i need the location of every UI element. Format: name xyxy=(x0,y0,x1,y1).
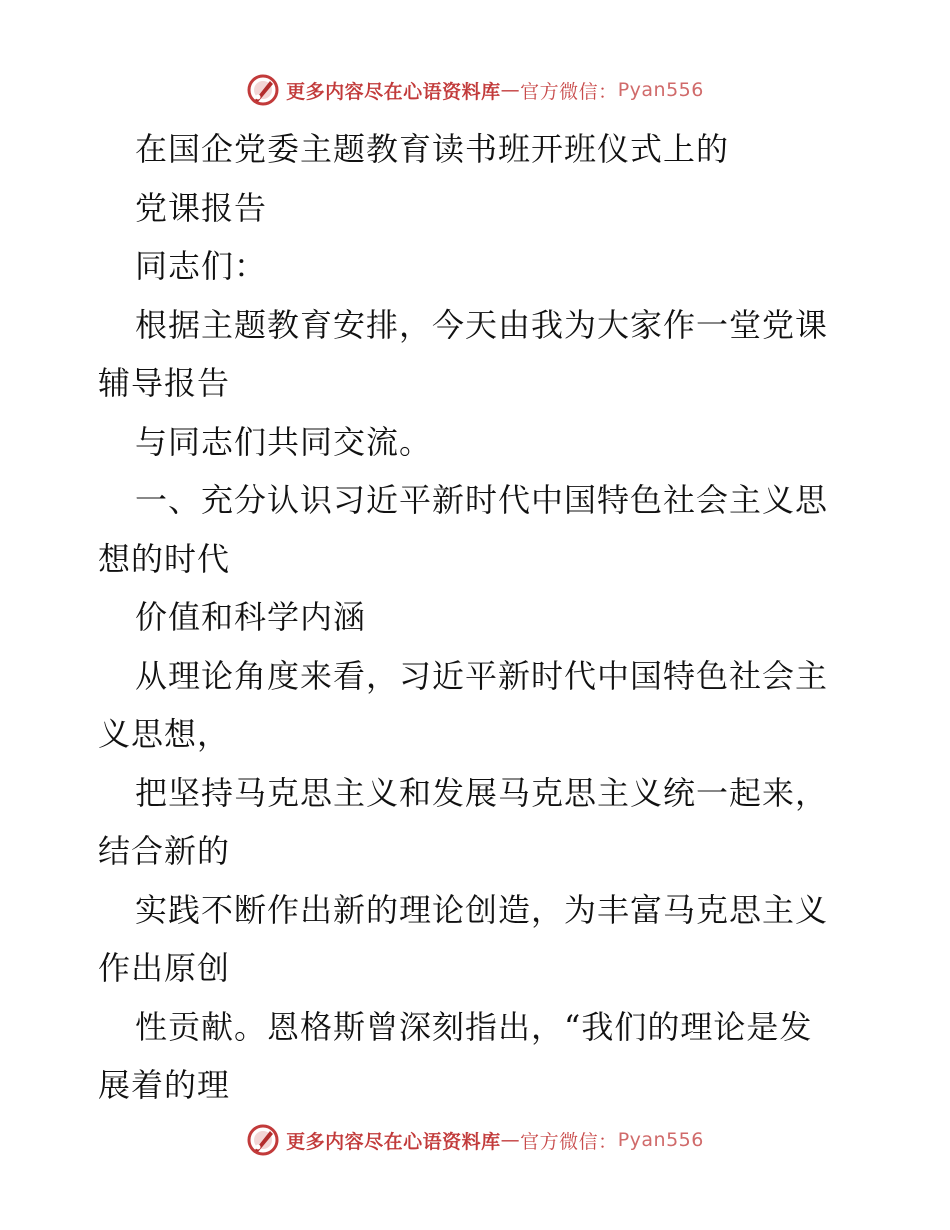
document-body xyxy=(98,120,858,1115)
section-heading-line: 价值和科学内涵 xyxy=(135,598,367,636)
salutation: 同志们： xyxy=(135,247,268,285)
paragraph-line: 作出原创 xyxy=(98,949,231,987)
paragraph-line: 与同志们共同交流。 xyxy=(135,422,433,461)
pen-nib-circle-icon xyxy=(246,1123,280,1157)
banner-official-label: 官方微信： xyxy=(520,1130,618,1153)
footer-watermark-banner xyxy=(0,1120,950,1160)
paragraph-line: 把坚持马克思主义和发展马克思主义统一起来， xyxy=(135,773,829,812)
paragraph-line: 义思想， xyxy=(98,715,231,753)
paragraph-line: 从理论角度来看，习近平新时代中国特色社会主 xyxy=(135,656,829,695)
paragraph-line: 实践不断作出新的理论创造，为丰富马克思主义 xyxy=(135,890,829,929)
header-watermark-banner xyxy=(0,70,950,110)
section-heading-line: 一、充分认识习近平新时代中国特色社会主义思 xyxy=(135,481,829,519)
banner-brand-text: 更多内容尽在心语资料库 xyxy=(286,80,501,103)
paragraph-line: 根据主题教育安排，今天由我为大家作一堂党课 xyxy=(135,305,829,344)
title-line-2: 党课报告 xyxy=(135,188,268,227)
paragraph-line: 结合新的 xyxy=(98,832,231,870)
paragraph-line: 性贡献。恩格斯曾深刻指出，“我们的理论是发 xyxy=(135,1007,813,1046)
pen-nib-circle-icon xyxy=(246,73,280,107)
banner-wechat-id: Pyan556 xyxy=(617,1129,704,1151)
banner-dash: — xyxy=(500,1129,521,1151)
paragraph-line: 展着的理 xyxy=(98,1066,231,1104)
banner-wechat-id: Pyan556 xyxy=(617,79,704,101)
banner-dash: — xyxy=(500,79,521,101)
title-line-1: 在国企党委主题教育读书班开班仪式上的 xyxy=(135,130,730,168)
paragraph-line: 辅导报告 xyxy=(98,364,231,402)
banner-official-label: 官方微信： xyxy=(520,80,618,103)
section-heading-line: 想的时代 xyxy=(98,539,231,578)
banner-brand-text: 更多内容尽在心语资料库 xyxy=(286,1130,501,1153)
